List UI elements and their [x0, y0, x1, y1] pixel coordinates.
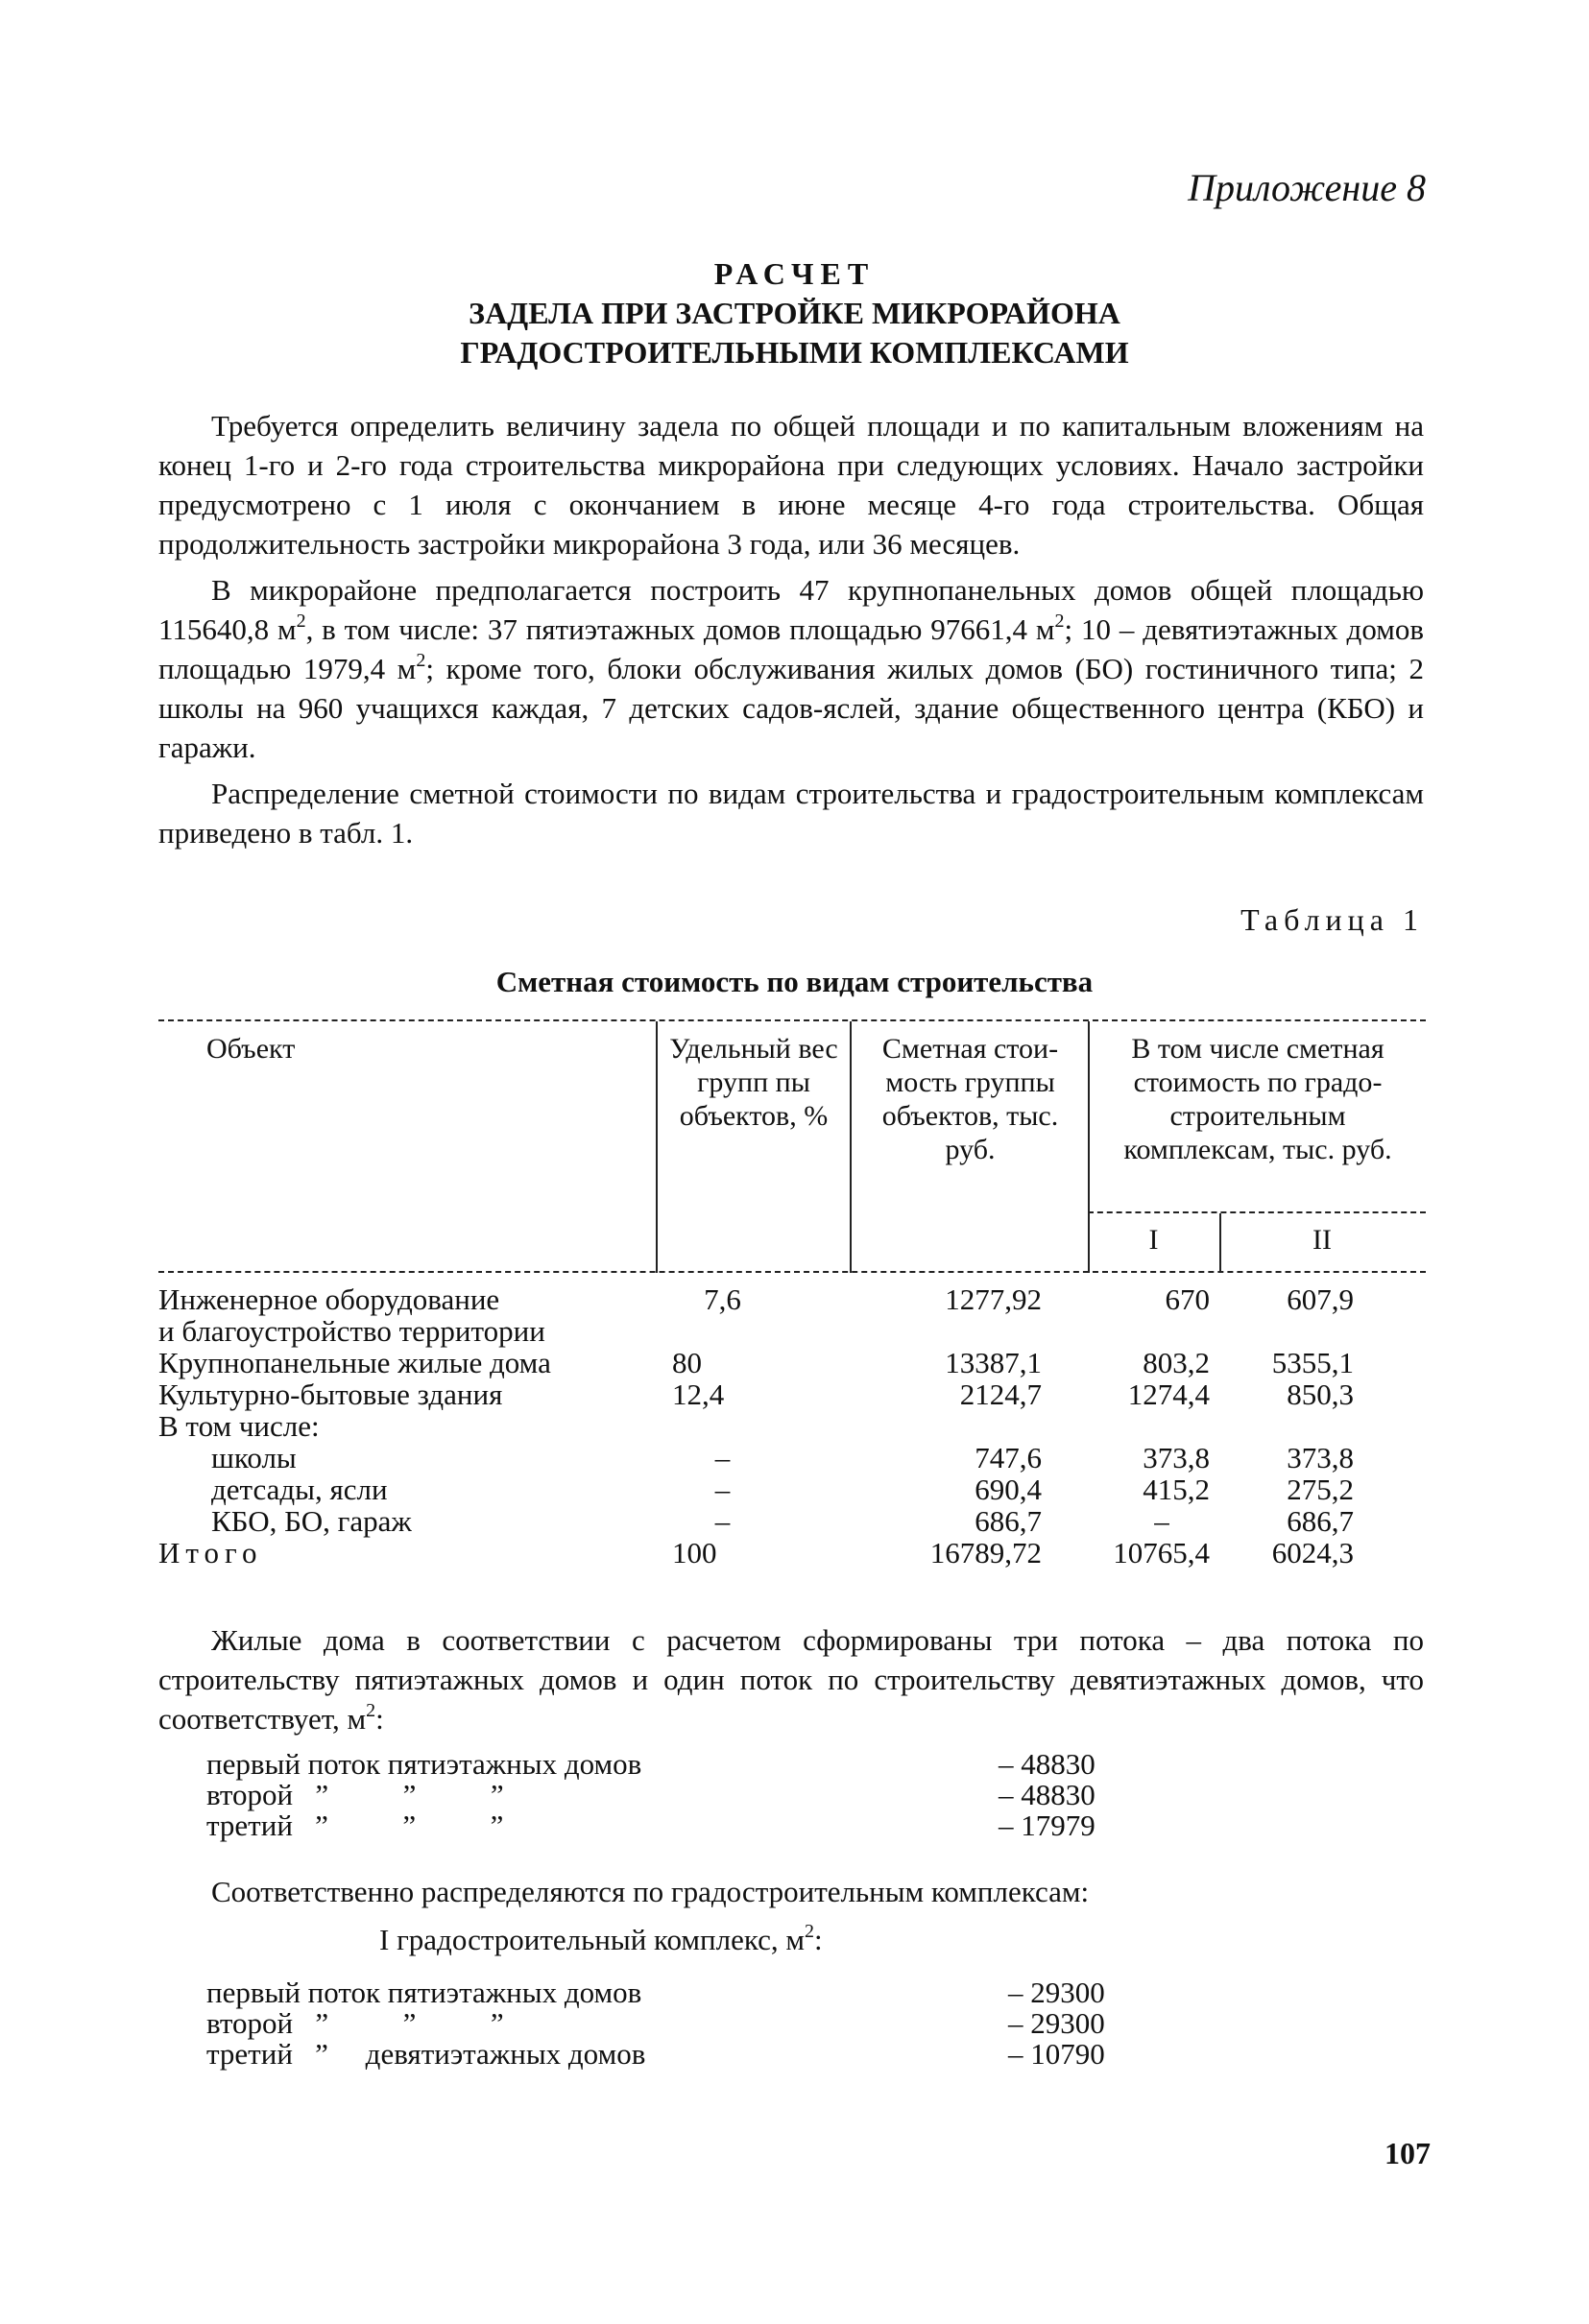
intro-paragraph-2: В микрорайоне предполагается построить 47 крупнопанельных домов общей площадью 115640,8 $м^2$, в том числе: 37 пятиэтажных домов площадью 97661,4 $м^2$; 10 – девятиэтажных домов площадью 1979,4 $м^2$; кроме того, блоки обслуживания жилых домов (БО) гостиничного типа; 2 школы на 960 учащихся каждая, 7 детских садов-яслей, здание общественного центра (КБО) и гаражи.: [158, 573, 1424, 764]
document-title: [0, 254, 1589, 372]
list-item: третий ” ” ” – 17979: [206, 1809, 1095, 1842]
header-weight: Удельный вес групп пы объектов, %: [669, 1033, 838, 1132]
table-row: детсады, ясли – 690,4 415,2 275,2: [211, 1473, 1354, 1506]
table-header-bottom-rule: [158, 1271, 1426, 1273]
table-top-rule: [158, 1019, 1426, 1021]
flows-text: [158, 1620, 1424, 1738]
header-object: Объект: [206, 1033, 296, 1065]
table-subheader-rule: [1088, 1211, 1426, 1213]
table-row: и благоустройство территории: [158, 1314, 545, 1348]
distribution-paragraph: Соответственно распределяются по градостроительным комплексам:: [211, 1875, 1090, 1908]
flows-paragraph: Жилые дома в соответствии с расчетом сформированы три потока – два потока по строительству пятиэтажных домов и один поток по строительству девятиэтажных домов, что соответствует, $м^2$:: [158, 1623, 1424, 1736]
title-line-3: ГРАДОСТРОИТЕЛЬНЫМИ КОМПЛЕКСАМИ: [460, 335, 1129, 370]
table-row: Инженерное оборудование 7,6 1277,92 670 607,9: [158, 1282, 1354, 1316]
table-row: школы – 747,6 373,8 373,8: [211, 1441, 1354, 1474]
header-cost: Сметная стоимость группы объектов, тыс. руб.: [881, 1033, 1059, 1165]
complex-heading: I градостроительный комплекс, $м^2$:: [379, 1921, 823, 1956]
list-item: первый поток пятиэтажных домов – 48830: [206, 1747, 1095, 1781]
list-item: второй ” ” ” – 29300: [206, 2006, 1105, 2040]
page-number: 107: [1384, 2136, 1431, 2170]
distribution-text: [158, 1872, 1424, 1911]
header-incl: В том числе сметная стоимость по градостроительным комплексам, тыс. руб.: [1123, 1033, 1392, 1165]
intro-text: [158, 406, 1424, 852]
table-divider-1: [656, 1021, 658, 1273]
table-row: Итого 100 16789,72 10765,4 6024,3: [158, 1536, 1354, 1569]
title-line-2: ЗАДЕЛА ПРИ ЗАСТРОЙКЕ МИКРОРАЙОНА: [469, 296, 1120, 330]
table-row: КБО, БО, гараж – 686,7 – 686,7: [211, 1504, 1354, 1538]
list-item: первый поток пятиэтажных домов – 29300: [206, 1976, 1105, 2009]
title-line-1: РАСЧЕТ: [713, 256, 876, 291]
table-row: Культурно-бытовые здания 12,4 2124,7 1274,4 850,3: [158, 1378, 1354, 1411]
header-complex-2: II: [1312, 1224, 1332, 1256]
list-item: второй ” ” ” – 48830: [206, 1778, 1095, 1811]
intro-paragraph-3: Распределение сметной стоимости по видам строительства и градостроительным комплексам приведено в табл. 1.: [158, 777, 1424, 850]
intro-paragraph-1: Требуется определить величину задела по общей площади и по капитальным вложениям на конец 1-го и 2-го года строительства микрорайона при следующих условиях. Начало застройки предусмотрено с 1 июля с окончанием в июне месяце 4-го года строительства. Общая продолжительность застройки микрорайона 3 года, или 36 месяцев.: [158, 409, 1424, 561]
header-complex-1: I: [1148, 1224, 1159, 1256]
table-label: Таблица 1: [1240, 902, 1424, 937]
table-title: Сметная стоимость по видам строительства: [495, 965, 1094, 998]
list-item: третий ” девятиэтажных домов – 10790: [206, 2037, 1105, 2071]
table-row: Крупнопанельные жилые дома 80 13387,1 803,2 5355,1: [158, 1346, 1354, 1379]
table-divider-2: [850, 1021, 852, 1273]
table-row: В том числе:: [158, 1409, 320, 1443]
appendix-label: Приложение 8: [1188, 166, 1426, 209]
